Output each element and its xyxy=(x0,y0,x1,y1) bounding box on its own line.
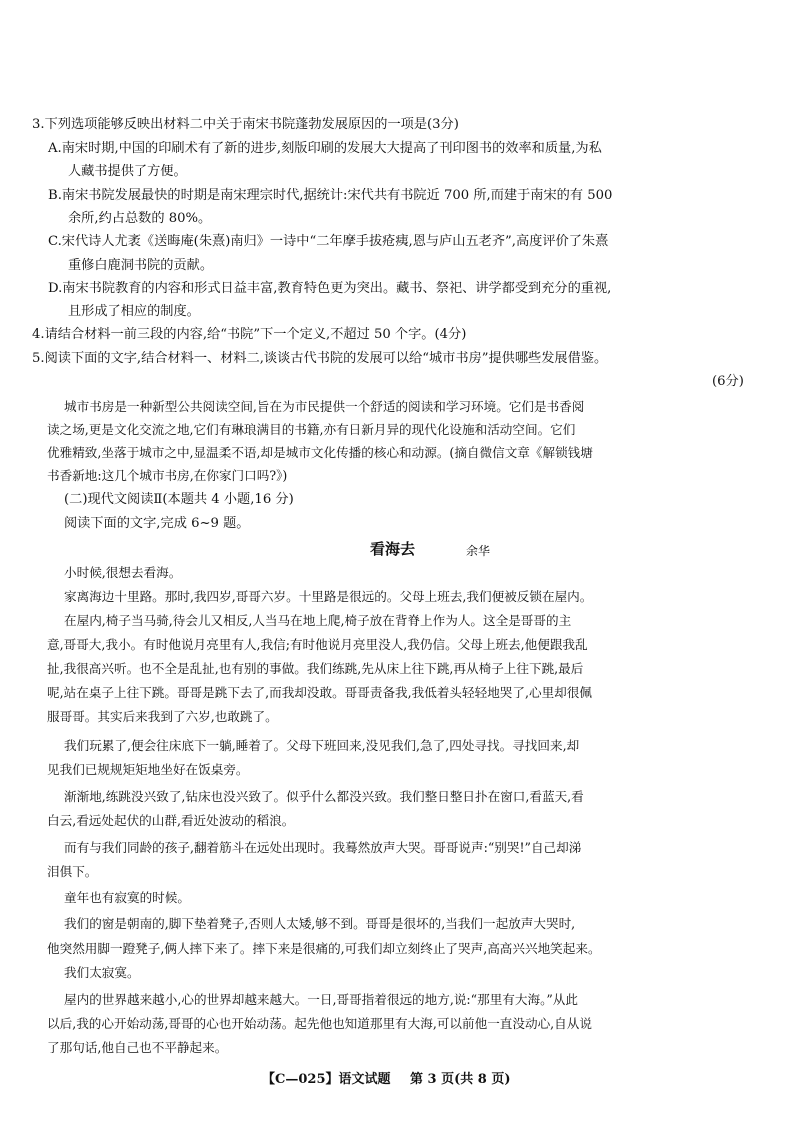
story-line: 童年也有寂寞的时候。 xyxy=(64,890,190,905)
story-line: 呢,站在桌子上往下跳。哥哥是跳下去了,而我却没敢。哥哥责备我,我低着头轻轻地哭了,心里却很佩 xyxy=(47,685,592,700)
story-author: 余华 xyxy=(466,544,491,558)
story-line: 我们的窗是朝南的,脚下垫着凳子,否则人太矮,够不到。哥哥是很坏的,当我们一起放声大哭时, xyxy=(64,916,576,931)
story-line: 而有与我们同龄的孩子,翻着筋斗在远处出现时。我蓦然放声大哭。哥哥说声:“别哭!”自己却涕 xyxy=(64,840,582,855)
story-line: 以后,我的心开始动荡,哥哥的心也开始动荡。起先他也知道那里有大海,可以前他一直没动心,自从说 xyxy=(47,1016,592,1031)
story-line: 屋内的世界越来越小,心的世界却越来越大。一日,哥哥指着很远的地方,说:“那里有大海。”从此 xyxy=(64,992,578,1007)
story-line: 在屋内,椅子当马骑,待会儿又相反,人当马在地上爬,椅子放在背脊上作为人。这全是哥哥的主 xyxy=(64,613,572,628)
quote-line-2: 读之场,更是文化交流之地,它们有琳琅满目的书籍,亦有日新月异的现代化设施和活动空间。它们 xyxy=(47,422,576,437)
story-line: 小时候,很想去看海。 xyxy=(64,565,182,580)
option-b-line2: 余所,约占总数的 80%。 xyxy=(68,211,212,226)
story-line: 了那句话,他自己也不平静起来。 xyxy=(47,1040,228,1055)
quote-line-4: 书香新地:这几个城市书房,在你家门口吗?》) xyxy=(47,468,288,483)
question-4: 4.请结合材料一前三段的内容,给“书院”下一个定义,不超过 50 个字。(4分) xyxy=(32,327,467,342)
option-d-line1: D.南宋书院教育的内容和形式日益丰富,教育特色更为突出。藏书、祭祀、讲学都受到充分的重视, xyxy=(48,281,612,296)
story-line: 白云,看远处起伏的山群,看近处波动的稻浪。 xyxy=(47,813,295,828)
story-line: 家离海边十里路。那时,我四岁,哥哥六岁。十里路是很远的。父母上班去,我们便被反锁在屋内。 xyxy=(64,589,593,604)
question-3-stem: 3.下列选项能够反映出材料二中关于南宋书院蓬勃发展原因的一项是(3分) xyxy=(32,117,459,132)
story-line: 扯,我很高兴听。也不全是乱扯,也有别的事做。我们练跳,先从床上往下跳,再从椅子上往下跳,最后 xyxy=(47,661,584,676)
story-title: 看海去 xyxy=(370,540,416,558)
footer-page-number: 第 3 页(共 8 页) xyxy=(410,1072,511,1087)
quote-line-3: 优雅精致,坐落于城市之中,显温柔不语,却是城市文化传播的核心和动源。(摘自微信文章《解锁钱塘 xyxy=(47,445,593,460)
option-b-line1: B.南宋书院发展最快的时期是南宋理宗时代,据统计:宋代共有书院近 700 所,而建于南宋的有 500 xyxy=(48,188,613,203)
question-5-score: (6分) xyxy=(712,374,744,389)
option-a-line1: A.南宋时期,中国的印刷术有了新的进步,刻版印刷的发展大大提高了刊印图书的效率和质量,为私 xyxy=(48,141,602,156)
story-line: 我们玩累了,便会往床底下一躺,睡着了。父母下班回来,没见我们,急了,四处寻找。寻找回来,却 xyxy=(64,738,580,753)
story-line: 我们太寂寞。 xyxy=(64,965,140,980)
quote-line-1: 城市书房是一种新型公共阅读空间,旨在为市民提供一个舒适的阅读和学习环境。它们是书香阅 xyxy=(64,399,585,414)
option-a-line2: 人藏书提供了方便。 xyxy=(68,164,187,179)
option-c-line2: 重修白鹿洞书院的贡献。 xyxy=(68,258,214,273)
question-5-stem: 5.阅读下面的文字,结合材料一、材料二,谈谈古代书院的发展可以给“城市书房”提供哪些发展借鉴。 xyxy=(32,351,608,366)
option-c-line1: C.宋代诗人尤袤《送晦庵(朱熹)南归》一诗中“二年摩手拔疮痍,恩与庐山五老齐”,高度评价了朱熹 xyxy=(48,234,609,249)
footer-exam-code: 【C—025】语文试题 xyxy=(262,1072,391,1087)
story-line: 渐渐地,练跳没兴致了,钻床也没兴致了。似乎什么都没兴致。我们整日整日扑在窗口,看蓝天,看 xyxy=(64,789,584,804)
story-line: 泪俱下。 xyxy=(47,864,98,879)
story-line: 意,哥哥大,我小。有时他说月亮里有人,我信;有时他说月亮里没人,我仍信。父母上班去,他便跟我乱 xyxy=(47,637,588,652)
option-d-line2: 且形成了相应的制度。 xyxy=(68,304,200,319)
section-heading: (二)现代文阅读Ⅱ(本题共 4 小题,16 分) xyxy=(64,492,294,507)
story-line: 服哥哥。其实后来我到了六岁,也敢跳了。 xyxy=(47,709,278,724)
story-line: 他突然用脚一蹬凳子,俩人摔下来了。摔下来是很痛的,可我们却立刻终止了哭声,高高兴兴地笑起来。 xyxy=(47,941,601,956)
story-line: 见我们已规规矩矩地坐好在饭桌旁。 xyxy=(47,762,249,777)
section-instruction: 阅读下面的文字,完成 6~9 题。 xyxy=(64,516,250,531)
